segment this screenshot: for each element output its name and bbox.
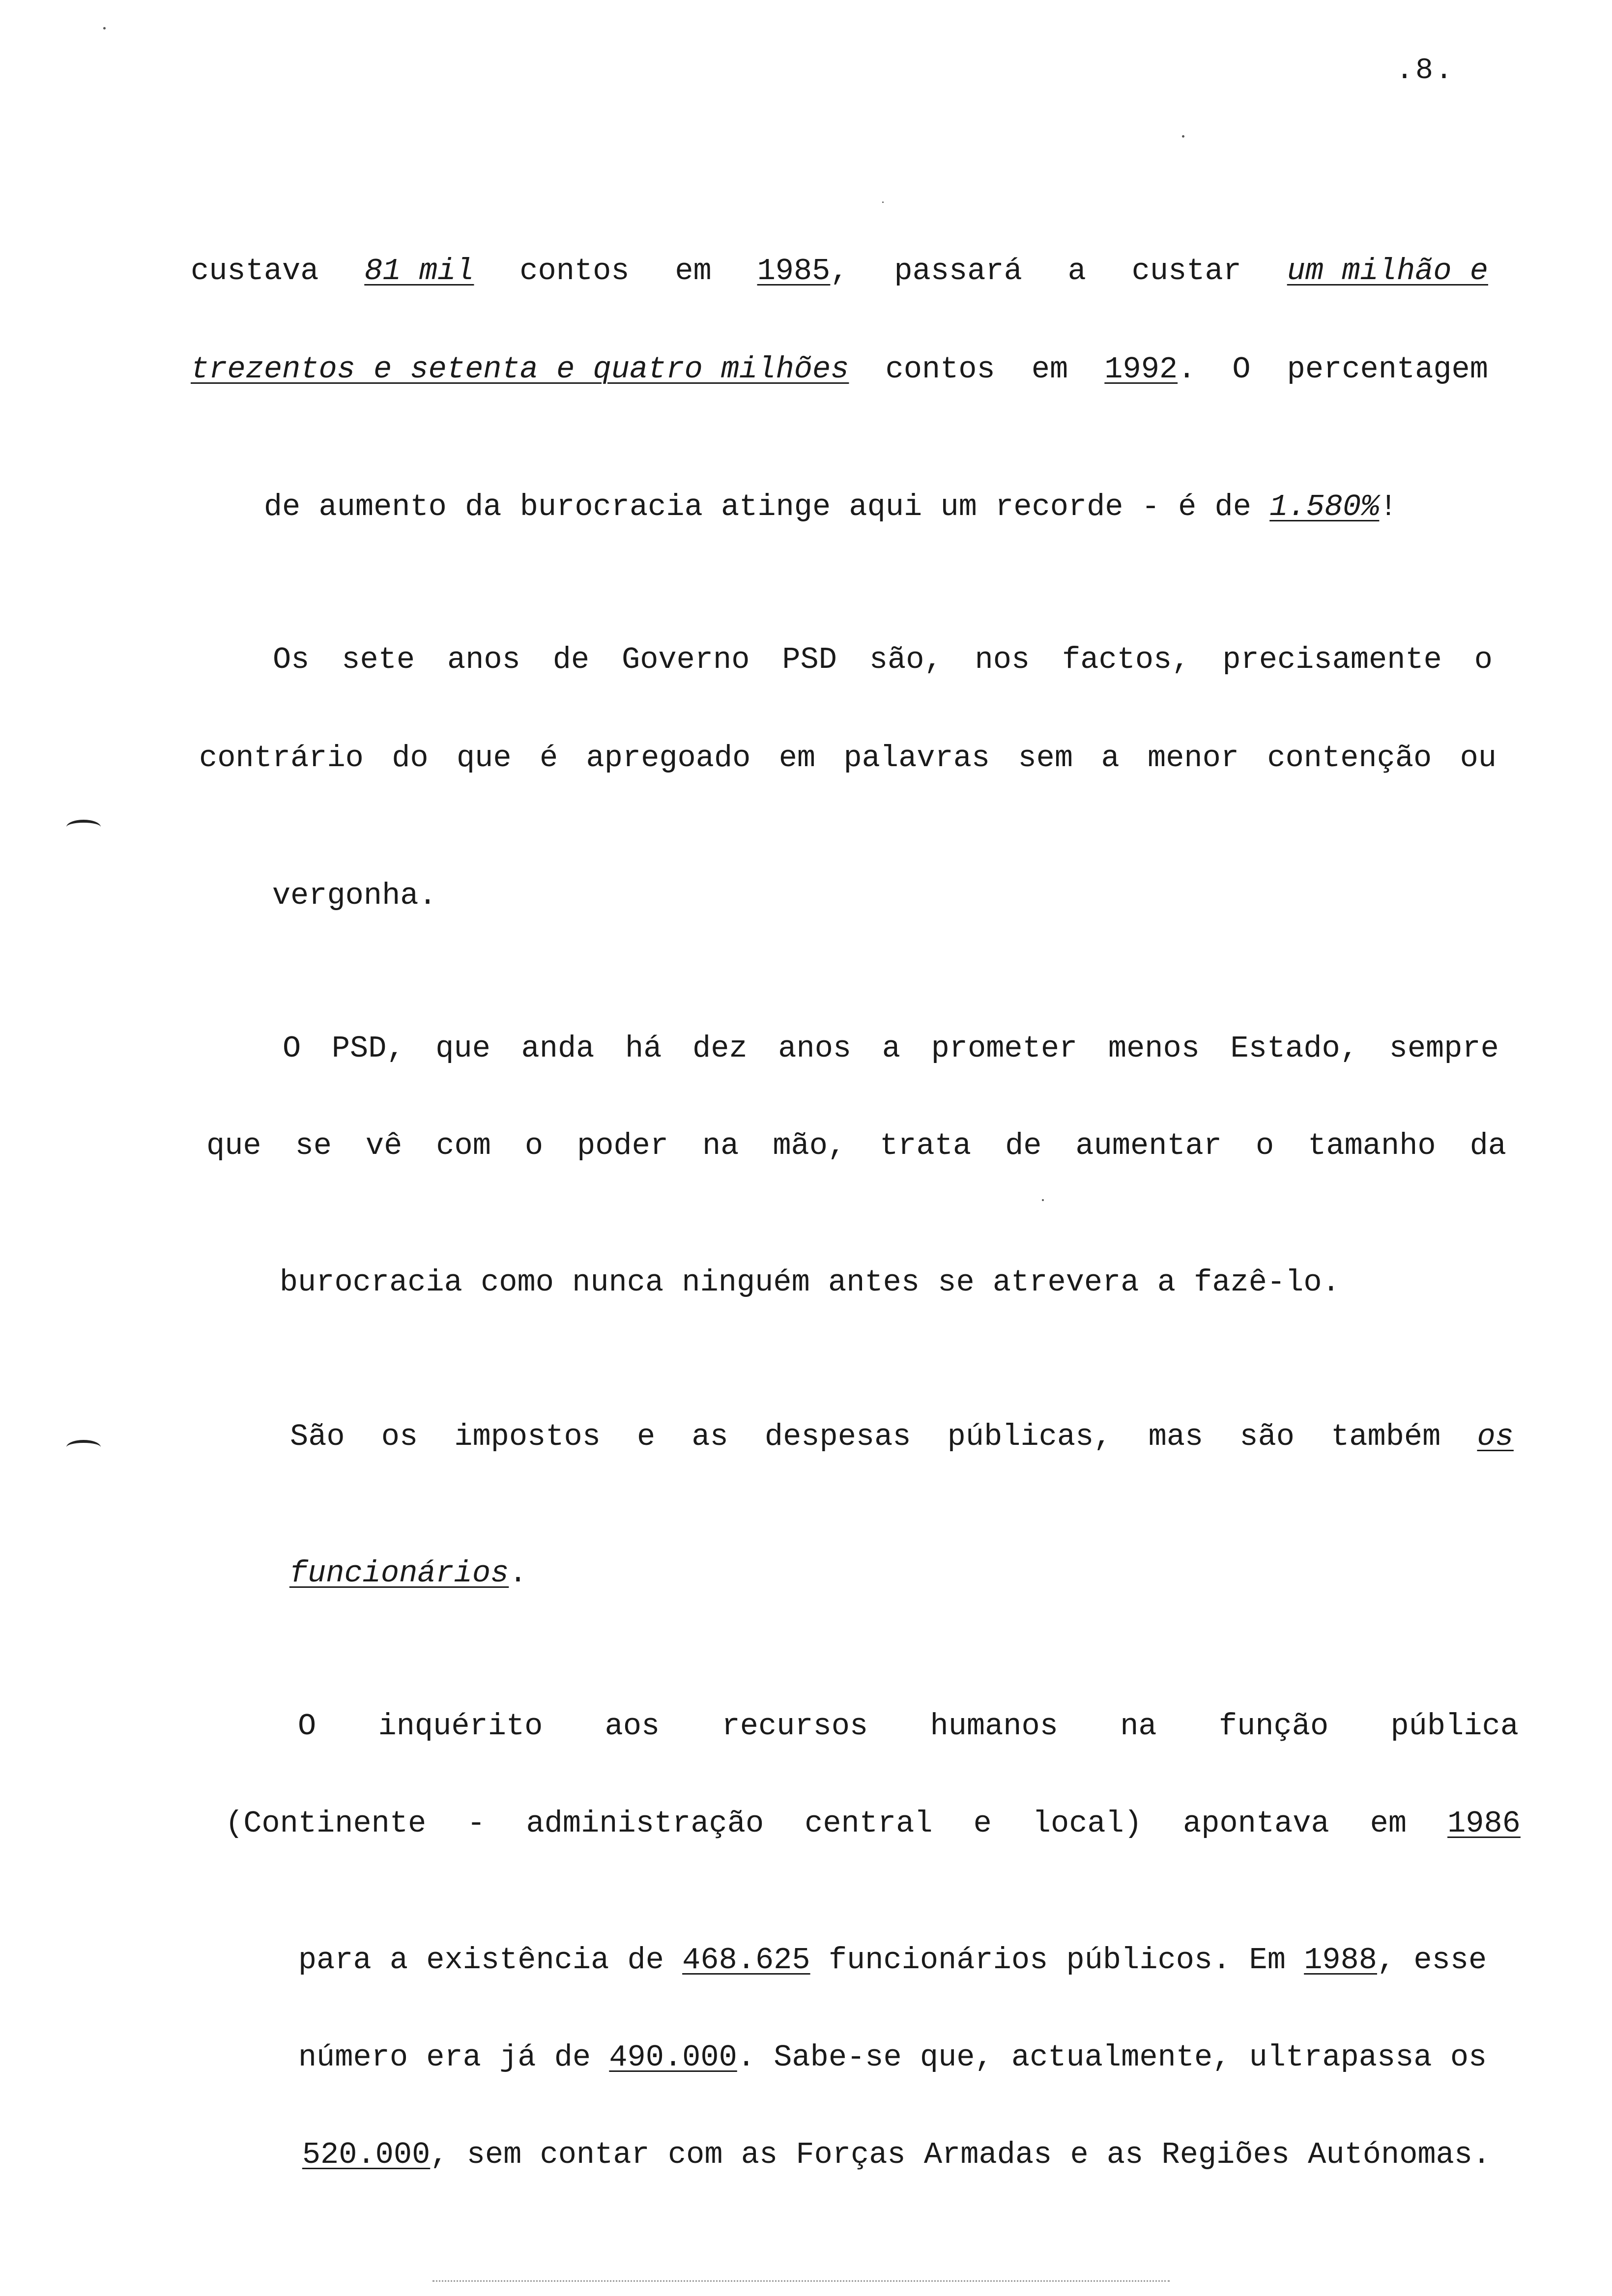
punctuation: !: [1379, 489, 1398, 524]
word: são,: [869, 642, 943, 677]
emphasis-amount: trezentos e setenta e quatro milhões: [191, 352, 849, 387]
emphasis-number: 520.000: [302, 2137, 431, 2172]
emphasis-year: 1988: [1304, 1943, 1378, 1978]
scan-speck: [103, 27, 106, 29]
margin-mark: [66, 1440, 101, 1455]
word: contenção: [1267, 741, 1432, 775]
text: . Sabe-se que, actualmente, ultrapassa os: [737, 2040, 1487, 2075]
word: na: [702, 1128, 739, 1163]
word: Os: [273, 642, 310, 677]
word: Estado,: [1230, 1031, 1358, 1066]
word: O: [283, 1031, 301, 1066]
word: sete: [342, 642, 415, 677]
text: para a existência de: [298, 1943, 683, 1978]
word: que: [206, 1128, 261, 1163]
paragraph-5-line-2: [225, 1804, 1521, 1843]
text: número era já de: [298, 2040, 609, 2075]
word: e: [973, 1806, 992, 1841]
word: tamanho: [1308, 1128, 1436, 1163]
word: anos: [778, 1031, 852, 1066]
word: ou: [1460, 741, 1497, 775]
word: da: [1469, 1128, 1506, 1163]
word: apontava: [1183, 1806, 1329, 1841]
emphasis-amount: um milhão e: [1287, 254, 1488, 288]
word: com: [436, 1128, 491, 1163]
word: e: [637, 1419, 656, 1454]
word: de: [1005, 1128, 1042, 1163]
word: públicas,: [947, 1419, 1112, 1454]
paragraph-3-line-3: [206, 1224, 1340, 1342]
word: sem: [1018, 741, 1073, 775]
word: se: [295, 1128, 332, 1163]
paragraph-5-line-5: [229, 2096, 1491, 2214]
word: é: [539, 741, 558, 775]
text: , esse: [1377, 1943, 1487, 1978]
word: Governo: [622, 642, 750, 677]
emphasis-word: funcionários: [289, 1556, 509, 1591]
word: recursos: [721, 1709, 868, 1744]
paragraph-1-line-1: [191, 252, 1488, 291]
emphasis-year: 1992: [1104, 352, 1178, 387]
word: o: [1256, 1128, 1274, 1163]
word: PSD: [782, 642, 837, 677]
word: em: [675, 254, 712, 288]
scan-speck: [1182, 135, 1184, 138]
word: humanos: [930, 1709, 1058, 1744]
word: também: [1331, 1419, 1441, 1454]
margin-mark: [66, 820, 101, 834]
word: vê: [365, 1128, 403, 1163]
page-edge-artifact: [432, 2280, 1170, 2282]
word: sempre: [1389, 1031, 1499, 1066]
text: funcionários públicos. Em: [810, 1943, 1304, 1978]
word: factos,: [1062, 642, 1190, 677]
word: os: [381, 1419, 418, 1454]
paragraph-2-line-2: [199, 739, 1497, 778]
word: prometer: [931, 1031, 1078, 1066]
word: administração: [526, 1806, 764, 1841]
word: em: [1031, 352, 1068, 387]
word: aos: [604, 1709, 660, 1744]
scan-speck: [1042, 1199, 1044, 1201]
paragraph-4-line-2: [216, 1515, 527, 1633]
word: custar: [1131, 254, 1241, 288]
paragraph-5-line-1: [298, 1707, 1519, 1746]
word: poder: [577, 1128, 669, 1163]
word: impostos: [454, 1419, 601, 1454]
word: anda: [521, 1031, 595, 1066]
word: na: [1120, 1709, 1157, 1744]
word: em: [1370, 1806, 1407, 1841]
paragraph-1-line-3: [191, 448, 1398, 566]
punctuation: .: [509, 1556, 527, 1591]
text: , sem contar com as Forças Armadas e as Regiões Autónomas.: [430, 2137, 1491, 2172]
word: mão,: [773, 1128, 846, 1163]
word: apregoado: [586, 741, 751, 775]
word: central: [805, 1806, 933, 1841]
word: a: [882, 1031, 900, 1066]
word: que: [456, 741, 512, 775]
word: que: [435, 1031, 490, 1066]
word: a: [1101, 741, 1120, 775]
word: anos: [447, 642, 520, 677]
word: custava: [191, 254, 319, 288]
emphasis-year: 1986: [1447, 1806, 1521, 1841]
word: menor: [1148, 741, 1239, 775]
word: o: [524, 1128, 544, 1163]
word: inquérito: [378, 1709, 543, 1744]
word: despesas: [764, 1419, 911, 1454]
word: mas: [1148, 1419, 1204, 1454]
emphasis-word: os: [1477, 1419, 1514, 1454]
word: passará: [894, 254, 1022, 288]
word: (Continente: [225, 1806, 427, 1841]
paragraph-4-line-1: [290, 1417, 1514, 1457]
word: nos: [975, 642, 1030, 677]
text: de aumento da burocracia atinge aqui um recorde - é de: [263, 489, 1270, 524]
word: São: [290, 1419, 345, 1454]
scan-speck: [882, 201, 884, 203]
paragraph-2-line-3: [199, 837, 437, 955]
word: menos: [1108, 1031, 1200, 1066]
word: precisamente: [1222, 642, 1442, 677]
word: há: [625, 1031, 662, 1066]
emphasis-amount: 81 mil: [364, 254, 474, 288]
word: pública: [1390, 1709, 1519, 1744]
word: -: [467, 1806, 486, 1841]
word: são: [1239, 1419, 1295, 1454]
word: contos: [885, 352, 995, 387]
word: contrário: [199, 741, 364, 775]
word: O: [1232, 352, 1251, 387]
word: palavras: [843, 741, 990, 775]
text: burocracia como nunca ninguém antes se atrevera a fazê-lo.: [279, 1265, 1340, 1300]
word: dez: [692, 1031, 748, 1066]
word: contos: [519, 254, 630, 288]
word: função: [1218, 1709, 1329, 1744]
emphasis-number: 490.000: [609, 2040, 737, 2075]
paragraph-1-line-2: [191, 350, 1488, 389]
text: vergonha.: [272, 878, 437, 913]
word: o: [1474, 642, 1493, 677]
word: em: [778, 741, 816, 775]
emphasis-percentage: 1.580%: [1269, 489, 1380, 524]
word: do: [392, 741, 429, 775]
word: de: [552, 642, 590, 677]
paragraph-2-line-1: [273, 640, 1493, 680]
punctuation: .: [1178, 352, 1196, 387]
word: aumentar: [1075, 1128, 1222, 1163]
paragraph-3-line-1: [283, 1029, 1499, 1068]
word: PSD,: [331, 1031, 405, 1066]
word: O: [298, 1709, 317, 1744]
word: percentagem: [1287, 352, 1488, 387]
word: a: [1067, 254, 1086, 288]
emphasis-year: 1985: [757, 254, 831, 288]
word: as: [691, 1419, 728, 1454]
emphasis-number: 468.625: [682, 1943, 810, 1978]
word: trata: [880, 1128, 972, 1163]
word: local): [1032, 1806, 1143, 1841]
page-number: .8.: [1396, 54, 1455, 87]
punctuation: ,: [830, 254, 849, 288]
paragraph-3-line-2: [206, 1126, 1506, 1166]
